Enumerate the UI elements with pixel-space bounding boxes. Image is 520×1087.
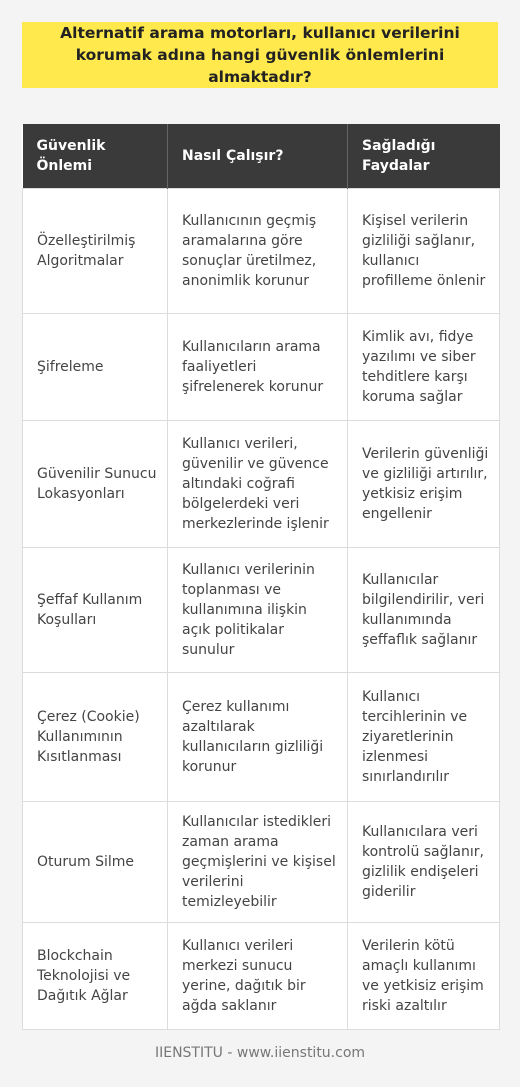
table-row <box>23 189 500 314</box>
measure-cell: Özelleştirilmiş Algoritmalar <box>23 189 168 314</box>
measure-cell: Çerez (Cookie) Kullanımının Kısıtlanması <box>23 673 168 802</box>
how-cell: Kullanıcının geçmiş aramalarına göre sonuçlar üretilmez, anonimlik korunur <box>168 189 348 314</box>
benefit-cell: Kişisel verilerin gizliliği sağlanır, kullanıcı profilleme önlenir <box>348 189 500 314</box>
benefit-cell: Kullanıcılar bilgilendirilir, veri kullanımında şeffaflık sağlanır <box>348 548 500 673</box>
how-cell: Kullanıcı verilerinin toplanması ve kullanımına ilişkin açık politikalar sunulur <box>168 548 348 673</box>
table-row <box>23 923 500 1030</box>
benefit-cell: Verilerin güvenliği ve gizliliği artırılır, yetkisiz erişim engellenir <box>348 421 500 548</box>
column-header-benefits: Sağladığı Faydalar <box>348 124 500 189</box>
benefit-cell: Kimlik avı, fidye yazılımı ve siber tehditlere karşı koruma sağlar <box>348 314 500 421</box>
benefit-cell: Verilerin kötü amaçlı kullanımı ve yetkisiz erişim riski azaltılır <box>348 923 500 1030</box>
how-cell: Kullanıcıların arama faaliyetleri şifrelenerek korunur <box>168 314 348 421</box>
table-row <box>23 802 500 923</box>
how-cell: Kullanıcı verileri, güvenilir ve güvence altındaki coğrafi bölgelerdeki veri merkezlerinde işlenir <box>168 421 348 548</box>
measure-cell: Blockchain Teknolojisi ve Dağıtık Ağlar <box>23 923 168 1030</box>
measure-cell: Güvenilir Sunucu Lokasyonları <box>23 421 168 548</box>
how-cell: Çerez kullanımı azaltılarak kullanıcıların gizliliği korunur <box>168 673 348 802</box>
table-row <box>23 314 500 421</box>
page-title: Alternatif arama motorları, kullanıcı verilerini korumak adına hangi güvenlik önlemlerini almaktadır? <box>60 24 460 86</box>
footer-credit: IIENSTITU - www.iienstitu.com <box>154 1045 366 1061</box>
benefit-cell: Kullanıcılara veri kontrolü sağlanır, gizlilik endişeleri giderilir <box>348 802 500 923</box>
measure-cell: Oturum Silme <box>23 802 168 923</box>
benefit-cell: Kullanıcı tercihlerinin ve ziyaretlerinin izlenmesi sınırlandırılır <box>348 673 500 802</box>
title-banner <box>22 22 498 88</box>
measure-cell: Şifreleme <box>23 314 168 421</box>
how-cell: Kullanıcı verileri merkezi sunucu yerine, dağıtık bir ağda saklanır <box>168 923 348 1030</box>
security-measures-table <box>22 124 500 1030</box>
measure-cell: Şeffaf Kullanım Koşulları <box>23 548 168 673</box>
table-header-row <box>23 124 500 189</box>
table-row <box>23 421 500 548</box>
table-row <box>23 548 500 673</box>
column-header-how-it-works: Nasıl Çalışır? <box>168 124 348 189</box>
how-cell: Kullanıcılar istedikleri zaman arama geçmişlerini ve kişisel verilerini temizleyebilir <box>168 802 348 923</box>
column-header-measure: Güvenlik Önlemi <box>23 124 168 189</box>
table-row <box>23 673 500 802</box>
